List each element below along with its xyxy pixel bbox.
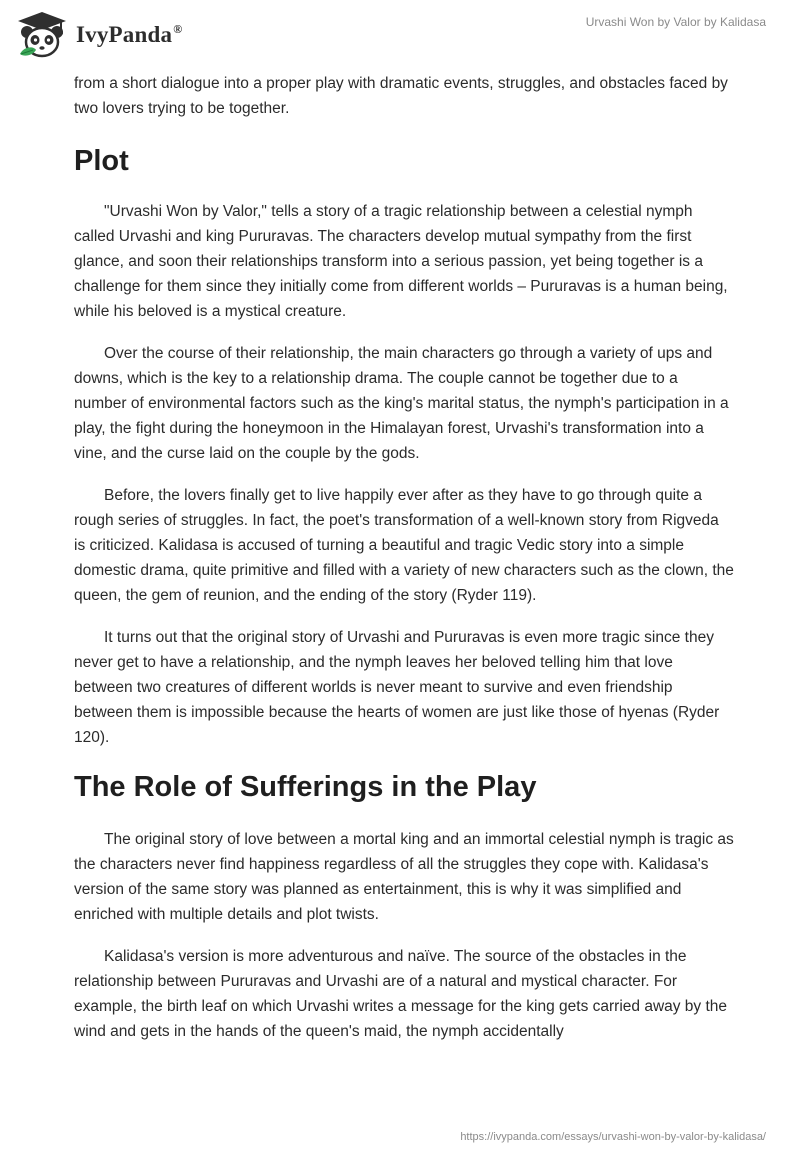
plot-paragraph-3: Before, the lovers finally get to live happily ever after as they have to go through quite a rough series of struggles. In fact, the poet's transformation of a well-known story from Rigveda is criticized. Kalidasa is accused of turning a beautiful and tragic Vedic story into a simple domestic drama, quite primitive and filled with a variety of new characters such as the clown, the queen, the gem of reunion, and the ending of the story (Ryder 119). <box>74 487 734 604</box>
document-title: Urvashi Won by Valor by Kalidasa <box>585 15 766 29</box>
section-heading-role-of-sufferings: The Role of Sufferings in the Play <box>74 771 537 803</box>
plot-paragraph-1: "Urvashi Won by Valor," tells a story of a tragic relationship between a celestial nymph called Urvashi and king Pururavas. The characters develop mutual sympathy from the first glance, and soon their relationships transform into a serious passion, yet being together is a challenge for them since they initially come from different worlds – Pururavas is a human being, while his beloved is a mystical creature. <box>74 203 728 320</box>
plot-paragraph-4: It turns out that the original story of Urvashi and Pururavas is even more tragic since they never get to have a relationship, and the nymph leaves her beloved telling him that love between two creatures of different worlds is never meant to survive and even friendship between them is impossible because the hearts of women are just like those of hyenas (Ryder 120). <box>74 629 720 746</box>
role-paragraph-1: The original story of love between a mortal king and an immortal celestial nymph is tragic as the characters never find happiness regardless of all the struggles they cope with. Kalidasa's version of the same story was planned as entertainment, this is why it was simplified and enriched with multiple details and plot twists. <box>74 831 734 923</box>
section-heading-plot: Plot <box>74 145 129 177</box>
registered-mark: ® <box>173 22 183 37</box>
panda-graduate-icon <box>14 10 70 60</box>
source-url-link[interactable]: https://ivypanda.com/essays/urvashi-won-by-valor-by-kalidasa/ <box>460 1131 766 1143</box>
plot-paragraph-2: Over the course of their relationship, the main characters go through a variety of ups and downs, which is the key to a relationship drama. The couple cannot be together due to a number of environmental factors such as the king's marital status, the nymph's participation in a play, the fight during the honeymoon in the Himalayan forest, Urvashi's transformation into a vine, and the curse laid on the couple by the gods. <box>74 345 729 462</box>
essay-body <box>74 71 734 1061</box>
role-paragraph-2: Kalidasa's version is more adventurous and naïve. The source of the obstacles in the relationship between Pururavas and Urvashi are of a natural and mystical character. For example, the birth leaf on which Urvashi writes a message for the king gets carried away by the wind and gets in the hands of the queen's maid, the nymph accidentally <box>74 948 728 1040</box>
intro-paragraph: from a short dialogue into a proper play with dramatic events, struggles, and obstacles faced by two lovers trying to be together. <box>74 75 728 117</box>
page-header <box>0 0 800 70</box>
ivypanda-logo[interactable] <box>14 10 182 60</box>
brand-text: IvyPanda <box>76 22 173 47</box>
brand-name <box>76 22 182 48</box>
